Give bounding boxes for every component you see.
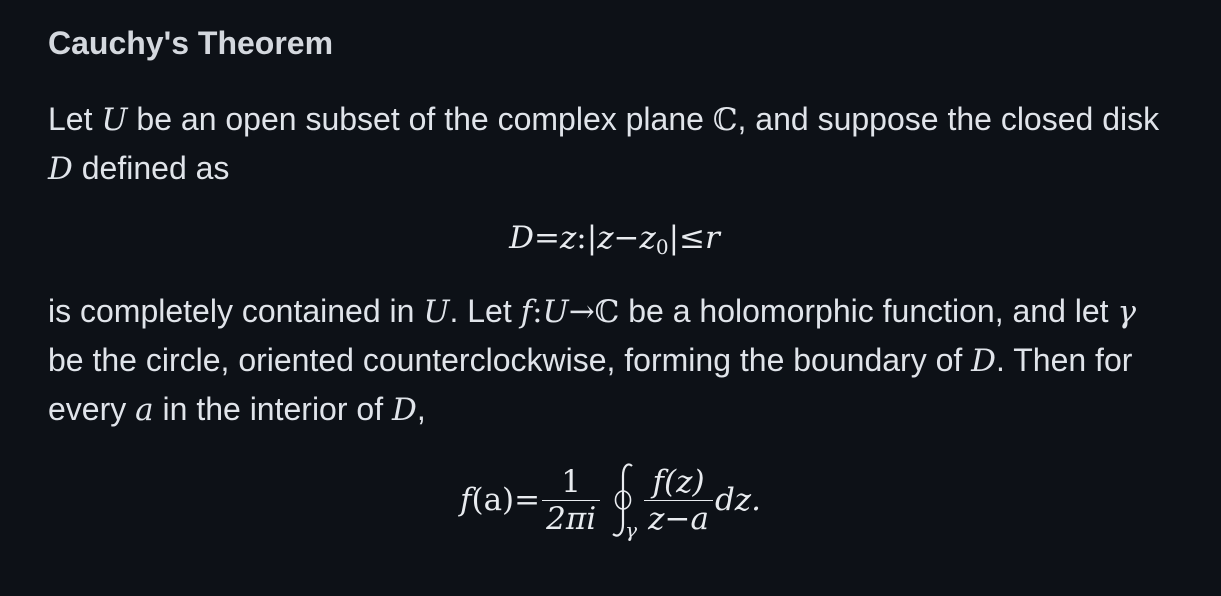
fraction-denominator: 2πi: [546, 500, 597, 537]
text-run: be a holomorphic function, and let: [619, 293, 1118, 329]
eq-lhs-f: f: [460, 482, 472, 518]
math-f: f: [520, 294, 533, 330]
eq-symbol: ≤: [679, 220, 706, 256]
math-D: D: [391, 392, 417, 428]
eq-subscript: 0: [655, 235, 669, 259]
cauchy-integral-formula: [0, 452, 1221, 548]
fraction-numerator: 1: [561, 463, 582, 500]
eq-symbol: |: [586, 220, 598, 256]
fraction-f-over-z-minus-a: [644, 464, 713, 537]
eq-equals: =: [514, 482, 541, 518]
math-gamma: γ: [1117, 294, 1136, 330]
math-D: D: [971, 343, 997, 379]
math-a: a: [135, 392, 154, 428]
eq-symbol: =: [533, 220, 560, 256]
eq-symbol: z: [559, 220, 577, 256]
theorem-paragraph: [48, 287, 1178, 434]
eq-symbol: −: [613, 220, 640, 256]
fraction-one-over-2pi-i: [542, 464, 600, 537]
math-U: U: [423, 294, 450, 330]
eq-differential: dz.: [714, 482, 761, 518]
eq-symbol: D: [509, 220, 534, 256]
text-run: . Then for every: [48, 342, 1133, 427]
text-run: defined as: [72, 150, 230, 186]
eq-symbol: z: [639, 220, 656, 256]
text-run: ,: [416, 391, 426, 427]
contour-subscript-gamma: γ: [625, 518, 638, 542]
eq-symbol: z: [597, 220, 614, 256]
math-U: U: [542, 294, 569, 330]
eq-symbol: r: [705, 220, 720, 256]
text-run: , and suppose the closed disk: [737, 101, 1160, 137]
intro-paragraph: [48, 95, 1178, 193]
contour-integral-icon: [608, 460, 638, 540]
eq-symbol: |: [668, 220, 680, 256]
page-title: Cauchy's Theorem: [48, 25, 334, 61]
eq-symbol: :: [576, 220, 587, 256]
text-run: is completely contained in: [48, 293, 424, 329]
fraction-denominator: z−a: [648, 500, 709, 537]
math-U: U: [101, 102, 128, 138]
math-colon: :: [532, 294, 543, 330]
text-run: be the circle, oriented counterclockwise, forming the boundary of: [48, 342, 972, 378]
math-complex-set: ℂ: [712, 102, 738, 138]
disk-equation: [0, 216, 1221, 260]
text-run: . Let: [449, 293, 521, 329]
math-arrow: →: [568, 294, 595, 330]
math-complex-set: ℂ: [594, 294, 620, 330]
text-run: in the interior of: [153, 391, 392, 427]
fraction-numerator: f(z): [652, 463, 705, 500]
math-D: D: [48, 151, 73, 187]
eq-lhs-arg: (a): [471, 482, 515, 518]
text-run: Let: [48, 101, 102, 137]
text-run: be an open subset of the complex plane: [127, 101, 713, 137]
